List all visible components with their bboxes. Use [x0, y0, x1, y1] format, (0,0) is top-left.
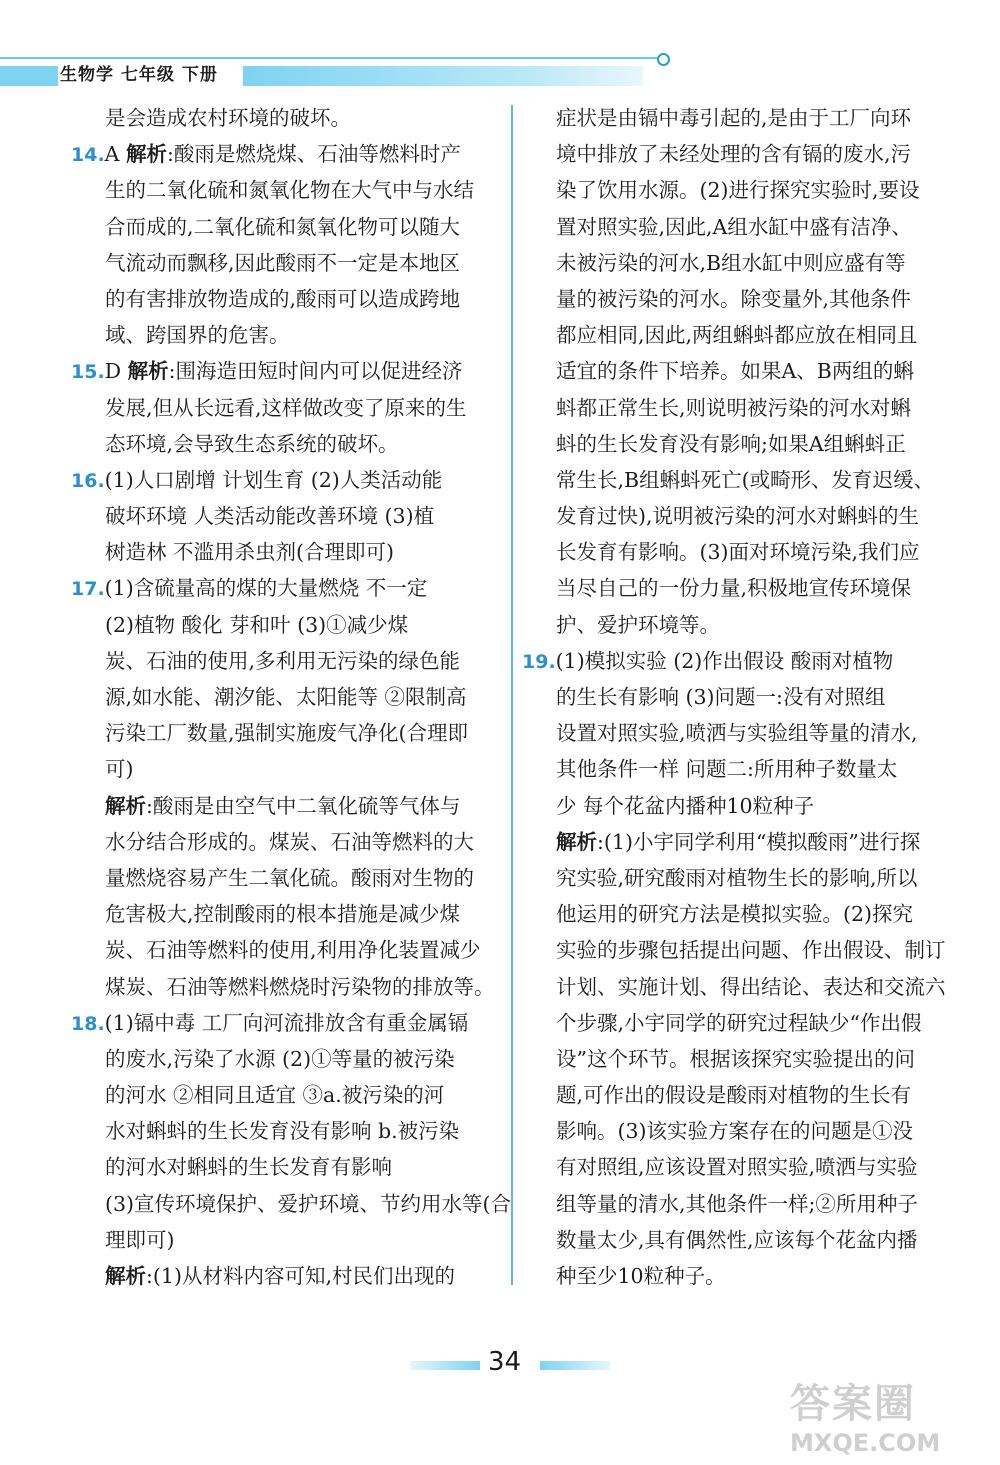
text-line: 19.(1)模拟实验 (2)作出假设 酸雨对植物 — [522, 648, 894, 673]
text-line: 组等量的清水,其他条件一样;②所用种子 — [556, 1191, 918, 1216]
text-line: 少 每个花盆内播种10粒种子 — [556, 793, 815, 818]
header-band-right — [243, 66, 643, 86]
text-line: 炭、石油等燃料的使用,利用净化装置减少 — [105, 938, 481, 963]
text-line: 的有害排放物造成的,酸雨可以造成跨地 — [105, 286, 461, 311]
text-line: 合而成的,二氧化硫和氮氧化物可以随大 — [105, 214, 461, 239]
watermark-bottom: MXQE.COM — [790, 1429, 941, 1457]
text-line: 蚪的生长发育没有影响;如果A组蝌蚪正 — [556, 431, 906, 456]
page-number: 34 — [488, 1347, 522, 1377]
text-line: 的废水,污染了水源 (2)①等量的被污染 — [105, 1046, 455, 1071]
page-header-title: 生物学 七年级 下册 — [60, 65, 218, 85]
text-line: 解析:(1)从材料内容可知,村民们出现的 — [105, 1264, 455, 1288]
text-line: 其他条件一样 问题二:所用种子数量太 — [556, 757, 898, 782]
text-line: 17.(1)含硫量高的煤的大量燃烧 不一定 — [71, 576, 428, 601]
text-line: 种至少10粒种子。 — [556, 1264, 726, 1288]
text-line: 置对照实验,因此,A组水缸中盛有洁净、 — [556, 214, 912, 239]
header-band-left — [0, 66, 58, 86]
analysis-label: 解析 — [105, 793, 146, 818]
question-number: 16. — [71, 469, 105, 492]
text-line: 长发育有影响。(3)面对环境污染,我们应 — [556, 540, 920, 565]
analysis-label: 解析 — [126, 142, 167, 167]
watermark-top: 答案圈 — [790, 1381, 916, 1427]
text-line: 影响。(3)该实验方案存在的问题是①没 — [556, 1119, 914, 1144]
header-rule-dot — [657, 53, 670, 66]
header-rule — [0, 57, 660, 59]
text-line: 水对蝌蚪的生长发育没有影响 b.被污染 — [105, 1119, 460, 1144]
question-number: 18. — [71, 1012, 105, 1035]
text-line: 适宜的条件下培养。如果A、B两组的蝌 — [556, 359, 914, 384]
text-line: (3)宣传环境保护、爱护环境、节约用水等(合 — [105, 1191, 512, 1216]
text-line: 可) — [105, 757, 134, 782]
text-line: 18.(1)镉中毒 工厂向河流排放含有重金属镉 — [71, 1010, 469, 1035]
analysis-label: 解析 — [127, 359, 169, 384]
text-line: 域、跨国界的危害。 — [105, 323, 290, 348]
text-line: 解析:(1)小宇同学利用“模拟酸雨”进行探 — [556, 829, 921, 854]
text-line: 煤炭、石油等燃料燃烧时污染物的排放等。 — [105, 974, 495, 999]
text-line: 炭、石油的使用,多利用无污染的绿色能 — [105, 648, 461, 673]
analysis-label: 解析 — [105, 1264, 146, 1288]
text-line: 解析:酸雨是由空气中二氧化硫等气体与 — [105, 793, 461, 818]
text-line: 都应相同,因此,两组蝌蚪都应放在相同且 — [556, 323, 918, 348]
text-line: 的河水 ②相同且适宜 ③a.被污染的河 — [105, 1083, 445, 1108]
column-divider — [511, 105, 513, 1285]
text-line: 有对照组,应该设置对照实验,喷洒与实验 — [556, 1155, 918, 1180]
text-line: 症状是由镉中毒引起的,是由于工厂向环 — [556, 106, 912, 130]
text-line: 污染工厂数量,强制实施废气净化(合理即 — [105, 721, 469, 746]
footer-decor-left — [410, 1361, 480, 1370]
text-line: 生的二氧化硫和氮氧化物在大气中与水结 — [105, 178, 474, 203]
text-line: 实验的步骤包括提出问题、作出假设、制订 — [556, 938, 946, 963]
text-line: 境中排放了未经处理的含有镉的废水,污 — [556, 142, 912, 167]
text-line: 未被污染的河水,B组水缸中则应盛有等 — [556, 250, 906, 275]
text-line: 蚪都正常生长,则说明被污染的河水对蝌 — [556, 395, 912, 420]
text-line: 15.D 解析:围海造田短时间内可以促进经济 — [71, 359, 463, 384]
right-column — [522, 100, 956, 1294]
text-line: 题,可作出的假设是酸雨对植物的生长有 — [556, 1083, 912, 1108]
text-line: 气流动而飘移,因此酸雨不一定是本地区 — [105, 250, 461, 275]
question-number: 14. — [71, 144, 105, 167]
text-line: 他运用的研究方法是模拟实验。(2)探究 — [556, 902, 914, 927]
text-line: 树造林 不滥用杀虫剂(合理即可) — [105, 540, 395, 565]
text-line: 的生长有影响 (3)问题一:没有对照组 — [556, 685, 886, 709]
text-line: 计划、实施计划、得出结论、表达和交流六 — [556, 974, 946, 999]
text-line: (2)植物 酸化 芽和叶 (3)①减少煤 — [105, 612, 409, 637]
text-line: 是会造成农村环境的破坏。 — [105, 106, 351, 130]
text-line: 个步骤,小宇同学的研究过程缺少“作出假 — [556, 1010, 922, 1035]
text-line: 破坏环境 人类活动能改善环境 (3)植 — [105, 504, 435, 529]
text-line: 护、爱护环境等。 — [556, 612, 720, 637]
text-line: 理即可) — [105, 1227, 175, 1252]
text-line: 14.A 解析:酸雨是燃烧煤、石油等燃料时产 — [71, 142, 461, 167]
text-line: 水分结合形成的。煤炭、石油等燃料的大 — [105, 829, 474, 854]
text-line: 常生长,B组蝌蚪死亡(或畸形、发育迟缓、 — [556, 467, 935, 492]
analysis-label: 解析 — [556, 829, 597, 854]
text-line: 设”这个环节。根据该探究实验提出的问 — [556, 1046, 915, 1071]
text-line: 染了饮用水源。(2)进行探究实验时,要设 — [556, 178, 920, 203]
text-line: 16.(1)人口剧增 计划生育 (2)人类活动能 — [71, 467, 443, 492]
question-number: 19. — [522, 650, 556, 673]
text-line: 设置对照实验,喷洒与实验组等量的清水, — [556, 721, 918, 746]
text-line: 态环境,会导致生态系统的破坏。 — [105, 431, 399, 456]
left-column — [71, 100, 512, 1294]
question-number: 15. — [71, 361, 105, 384]
text-line: 的河水对蝌蚪的生长发育有影响 — [105, 1155, 392, 1180]
watermark-logo — [790, 1372, 990, 1457]
text-line: 量燃烧容易产生二氧化硫。酸雨对生物的 — [105, 865, 474, 890]
question-number: 17. — [71, 578, 105, 601]
text-line: 当尽自己的一份力量,积极地宣传环境保 — [556, 576, 912, 601]
text-line: 危害极大,控制酸雨的根本措施是减少煤 — [105, 902, 461, 927]
text-line: 发展,但从长远看,这样做改变了原来的生 — [105, 395, 467, 420]
text-line: 究实验,研究酸雨对植物生长的影响,所以 — [556, 865, 918, 890]
text-line: 源,如水能、潮汐能、太阳能等 ②限制高 — [105, 685, 467, 709]
text-line: 数量太少,具有偶然性,应该每个花盆内播 — [556, 1227, 918, 1252]
footer-decor-right — [540, 1361, 610, 1370]
text-line: 量的被污染的河水。除变量外,其他条件 — [556, 286, 912, 311]
text-line: 发育过快),说明被污染的河水对蝌蚪的生 — [556, 504, 920, 529]
